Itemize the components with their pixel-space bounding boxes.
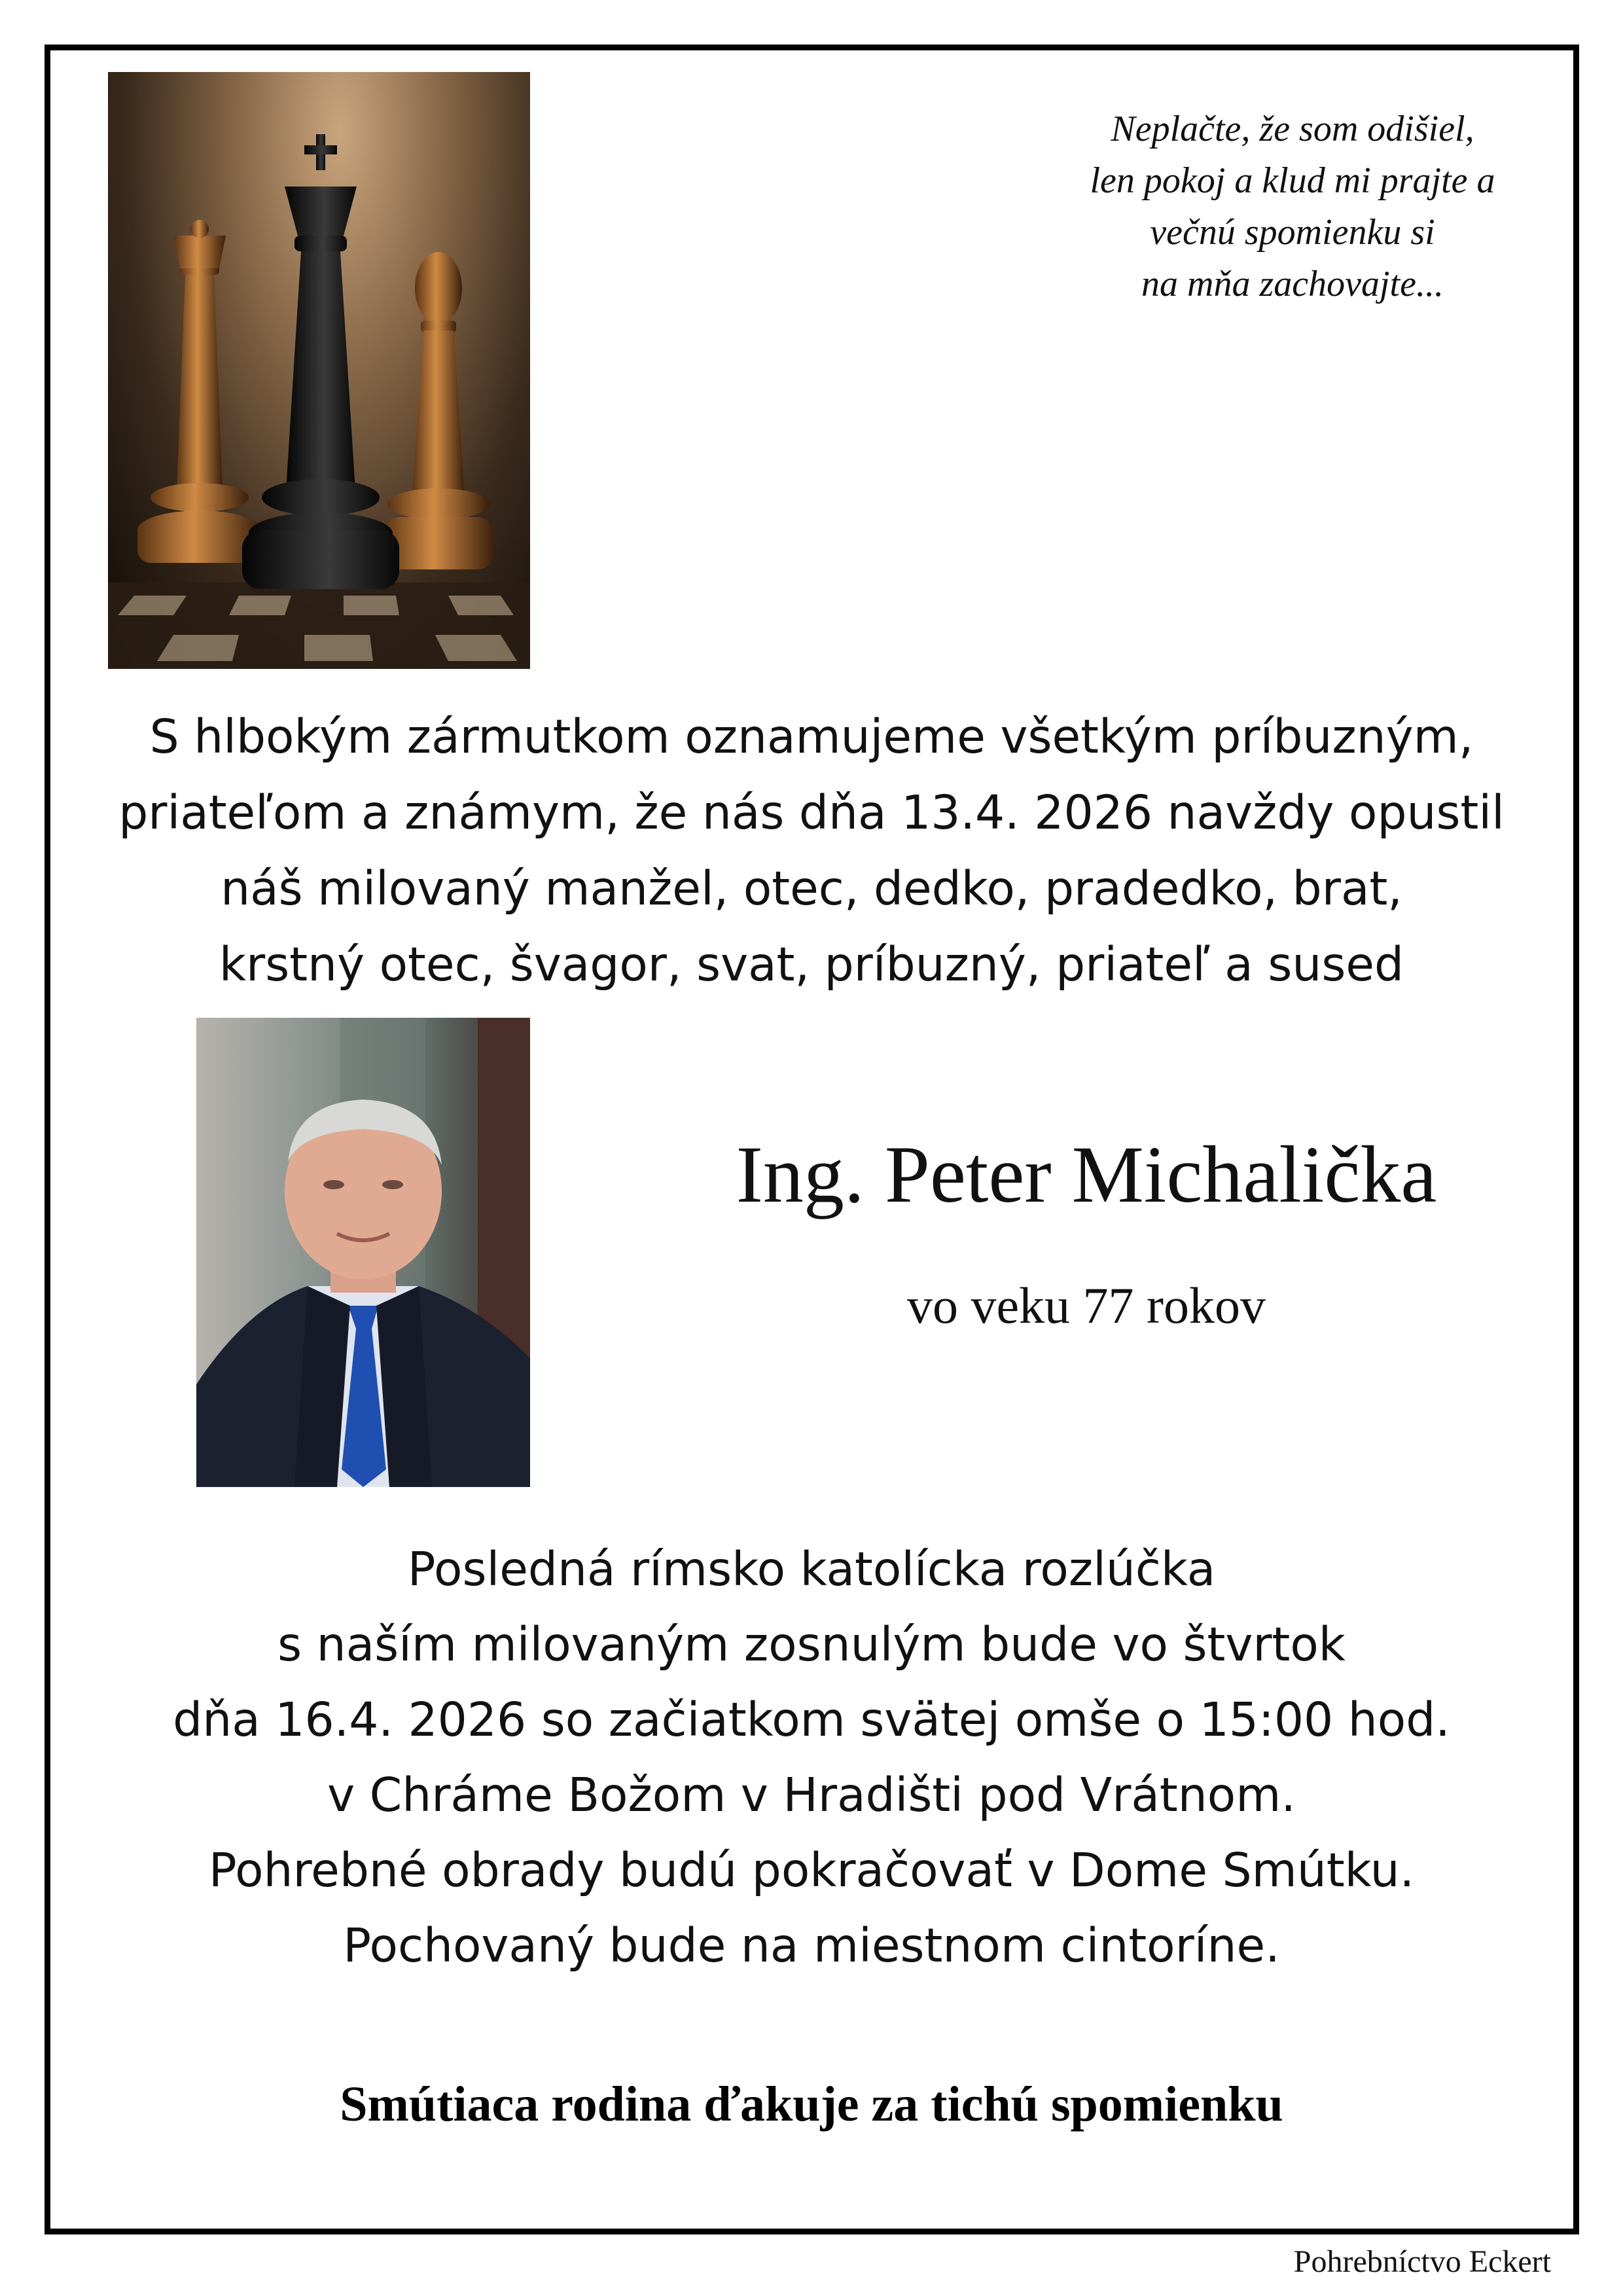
deceased-age: vo veku 77 rokov [906,1277,1266,1334]
announcement-line: S hlbokým zármutkom oznamujeme všetkým príbuzným, [149,709,1474,764]
deceased-portrait-photo [196,1018,530,1487]
funeral-line: Pohrebné obrady budú pokračovať v Dome Smútku. [208,1843,1415,1897]
funeral-line: s naším milovaným zosnulým bude vo štvrtok [277,1617,1346,1672]
family-thanks: Smútiaca rodina ďakuje za tichú spomienku [340,2077,1283,2132]
funeral-line: dňa 16.4. 2026 so začiatkom svätej omše o 15:00 hod. [173,1693,1450,1747]
death-announcement [39,699,1584,1003]
deceased-name: Ing. Peter Michalička [736,1130,1437,1219]
funeral-details [39,1532,1584,1983]
funeral-line: Posledná rímsko katolícka rozlúčka [407,1542,1216,1596]
funeral-home-credit: Pohrebníctvo Eckert [1293,2244,1551,2279]
poem-quote [982,103,1603,310]
poem-line: na mňa zachovajte... [1141,264,1444,304]
poem-line: len pokoj a klud mi prajte a [1090,160,1495,201]
chess-pieces-photo [108,72,530,669]
announcement-line: krstný otec, švagor, svat, príbuzný, priateľ a sused [219,937,1404,992]
announcement-line: priateľom a známym, že nás dňa 13.4. 2026 navždy opustil [118,785,1505,840]
funeral-line: v Chráme Božom v Hradišti pod Vrátnom. [327,1768,1296,1822]
poem-line: večnú spomienku si [1150,212,1435,253]
funeral-line: Pochovaný bude na miestnom cintoríne. [343,1918,1280,1973]
announcement-line: náš milovaný manžel, otec, dedko, pradedko, brat, [221,861,1402,916]
poem-line: Neplačte, že som odišiel, [1111,109,1474,149]
